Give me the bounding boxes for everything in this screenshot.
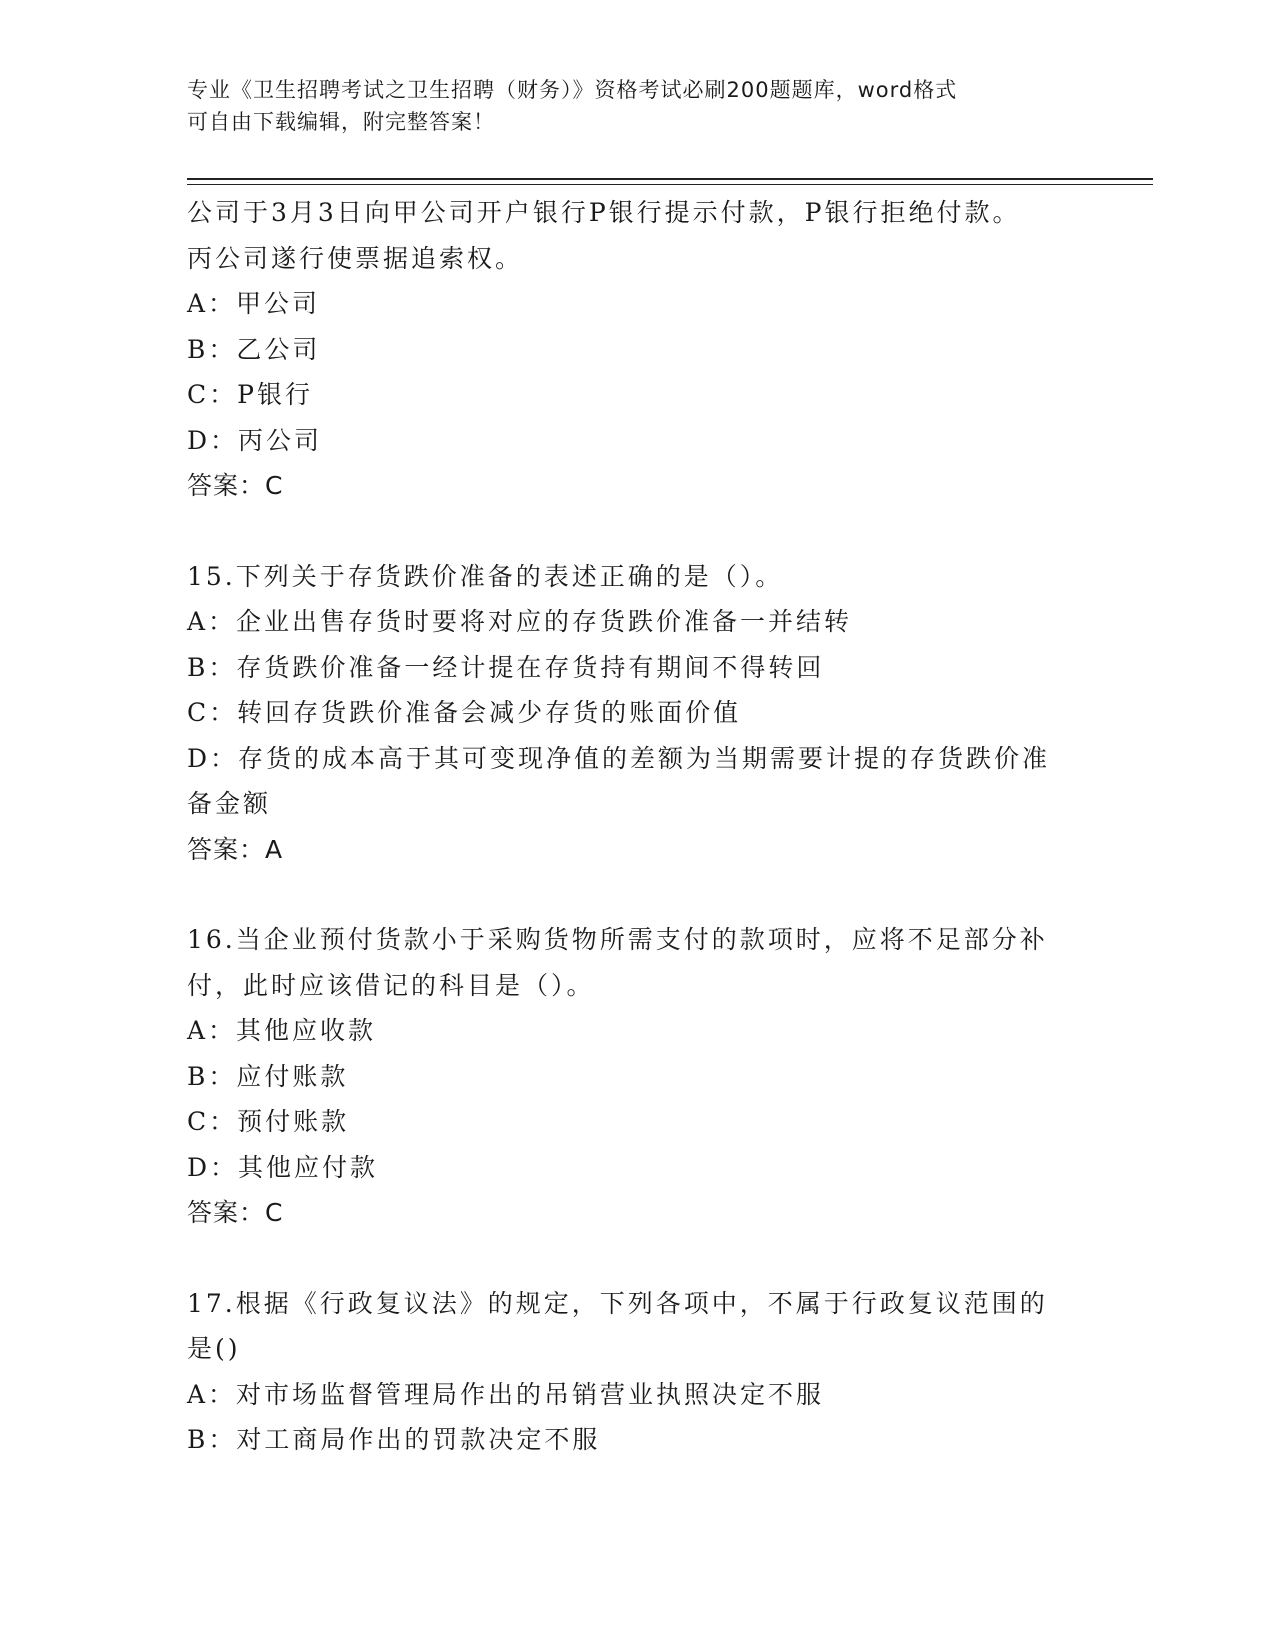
option-b: B：乙公司 [187, 334, 321, 364]
option-a: A：其他应收款 [187, 1016, 377, 1045]
option-d: D：其他应付款 [187, 1152, 379, 1182]
option-b: B：存货跌价准备一经计提在存货持有期间不得转回 [187, 652, 825, 682]
document-header [187, 74, 1067, 138]
header-line-2: 可自由下载编辑，附完整答案！ [187, 110, 495, 134]
question-content [187, 190, 1087, 1463]
question-15 [187, 554, 1087, 873]
option-d: D：丙公司 [187, 425, 323, 455]
header-divider-thin [187, 184, 1153, 185]
answer-line: 答案：C [187, 471, 284, 500]
question-text-line: 是() [187, 1334, 241, 1363]
option-a: A：企业出售存货时要将对应的存货跌价准备一并结转 [187, 607, 853, 636]
question-text-line: 17.根据《行政复议法》的规定，下列各项中，不属于行政复议范围的 [187, 1288, 1048, 1318]
option-a: A：甲公司 [187, 289, 321, 318]
header-line-1: 专业《卫生招聘考试之卫生招聘（财务）》资格考试必刷200题题库，word格式 [187, 78, 958, 102]
answer-line: 答案：A [187, 834, 284, 864]
option-d: D：存货的成本高于其可变现净值的差额为当期需要计提的存货跌价准 [187, 743, 1051, 773]
question-14-continued [187, 190, 1087, 509]
option-c: C：预付账款 [187, 1107, 350, 1136]
option-c: C：P银行 [187, 380, 313, 409]
question-text-line: 付，此时应该借记的科目是（）。 [187, 970, 595, 1000]
option-d-continued: 备金额 [187, 789, 272, 818]
option-a: A：对市场监督管理局作出的吊销营业执照决定不服 [187, 1379, 825, 1409]
header-divider [187, 178, 1153, 180]
question-text-line: 16.当企业预付货款小于采购货物所需支付的款项时，应将不足部分补 [187, 925, 1048, 954]
option-b: B：应付账款 [187, 1061, 349, 1091]
question-16 [187, 917, 1087, 1236]
option-c: C：转回存货跌价准备会减少存货的账面价值 [187, 698, 742, 727]
question-text-line: 公司于3月3日向甲公司开户银行P银行提示付款，P银行拒绝付款。 [187, 198, 1021, 227]
answer-line: 答案：C [187, 1198, 284, 1227]
question-text-line: 丙公司遂行使票据追索权。 [187, 243, 524, 273]
question-text-line: 15.下列关于存货跌价准备的表述正确的是（）。 [187, 561, 784, 591]
option-b: B：对工商局作出的罚款决定不服 [187, 1425, 601, 1454]
question-17 [187, 1281, 1087, 1463]
